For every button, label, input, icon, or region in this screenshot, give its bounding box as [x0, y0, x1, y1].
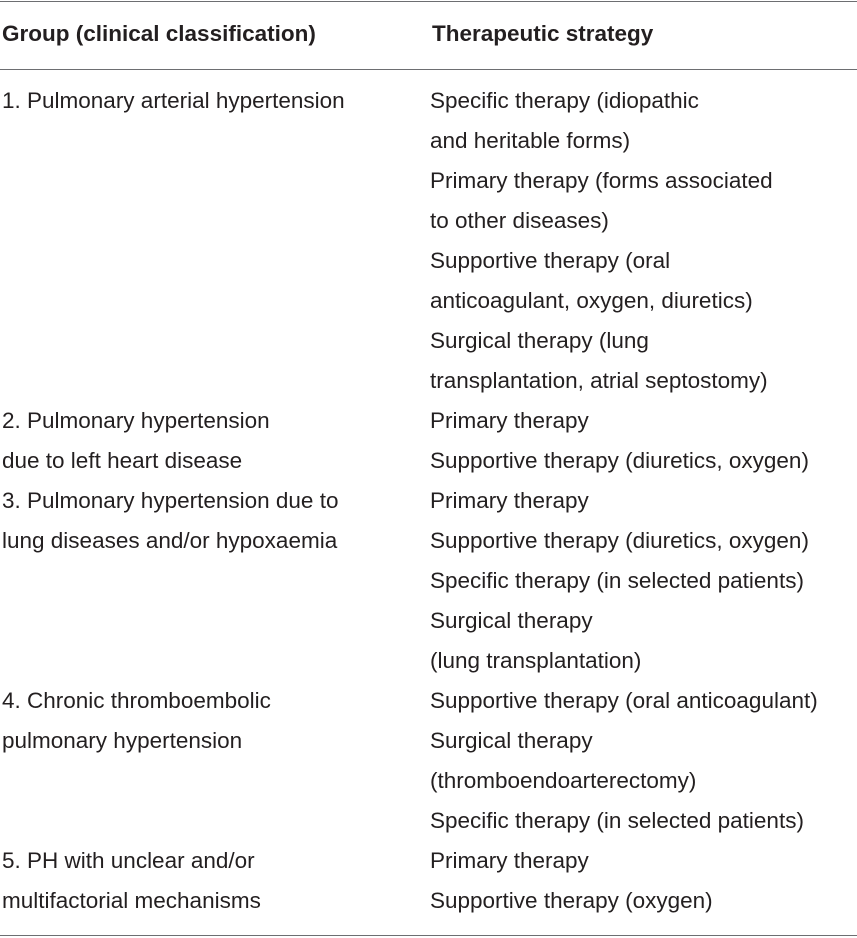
therapy-line: Surgical therapy (lung — [430, 328, 649, 353]
group-line: lung diseases and/or hypoxaemia — [2, 528, 338, 553]
table-header — [0, 14, 857, 54]
therapy-line: transplantation, atrial septostomy) — [430, 368, 768, 393]
group-line: 2. Pulmonary hypertension — [2, 408, 270, 433]
table-row — [0, 681, 857, 841]
therapy-cell — [430, 481, 855, 681]
therapy-cell — [430, 401, 855, 481]
therapy-line: anticoagulant, oxygen, diuretics) — [430, 288, 753, 313]
table-row — [0, 481, 857, 681]
therapy-line: and heritable forms) — [430, 128, 631, 153]
therapy-line: Specific therapy (in selected patients) — [430, 568, 804, 593]
therapy-line: Surgical therapy — [430, 728, 593, 753]
table-top-rule — [0, 1, 857, 2]
therapy-line: Specific therapy (in selected patients) — [430, 808, 804, 833]
header-group: Group (clinical classification) — [2, 21, 316, 46]
therapy-line: Primary therapy — [430, 408, 589, 433]
therapy-line: Specific therapy (idiopathic — [430, 88, 699, 113]
therapy-line: Primary therapy — [430, 848, 589, 873]
therapy-line: Primary therapy (forms associated — [430, 168, 773, 193]
therapy-cell — [430, 81, 855, 401]
table-row — [0, 81, 857, 401]
therapy-line: Primary therapy — [430, 488, 589, 513]
therapy-line: (lung transplantation) — [430, 648, 642, 673]
group-cell — [0, 81, 430, 121]
group-cell — [0, 481, 430, 561]
therapy-line: Supportive therapy (diuretics, oxygen) — [430, 528, 809, 553]
group-line: 5. PH with unclear and/or — [2, 848, 255, 873]
therapy-line: Supportive therapy (oral anticoagulant) — [430, 688, 818, 713]
group-line: 3. Pulmonary hypertension due to — [2, 488, 339, 513]
therapy-cell — [430, 681, 855, 841]
therapy-line: Surgical therapy — [430, 608, 593, 633]
group-line: 4. Chronic thromboembolic — [2, 688, 271, 713]
header-strategy: Therapeutic strategy — [432, 21, 654, 46]
group-cell — [0, 681, 430, 761]
therapy-cell — [430, 841, 855, 921]
table-body — [0, 81, 857, 921]
table-header-rule — [0, 69, 857, 70]
therapy-line: Supportive therapy (diuretics, oxygen) — [430, 448, 809, 473]
group-cell — [0, 401, 430, 481]
table-bottom-rule — [0, 935, 857, 936]
therapy-line: (thromboendoarterectomy) — [430, 768, 697, 793]
group-line: 1. Pulmonary arterial hypertension — [2, 88, 345, 113]
therapy-line: Supportive therapy (oral — [430, 248, 671, 273]
therapy-line: to other diseases) — [430, 208, 609, 233]
table-row — [0, 401, 857, 481]
group-line: pulmonary hypertension — [2, 728, 243, 753]
group-cell — [0, 841, 430, 921]
group-line: due to left heart disease — [2, 448, 243, 473]
table-row — [0, 841, 857, 921]
group-line: multifactorial mechanisms — [2, 888, 261, 913]
therapy-line: Supportive therapy (oxygen) — [430, 888, 713, 913]
